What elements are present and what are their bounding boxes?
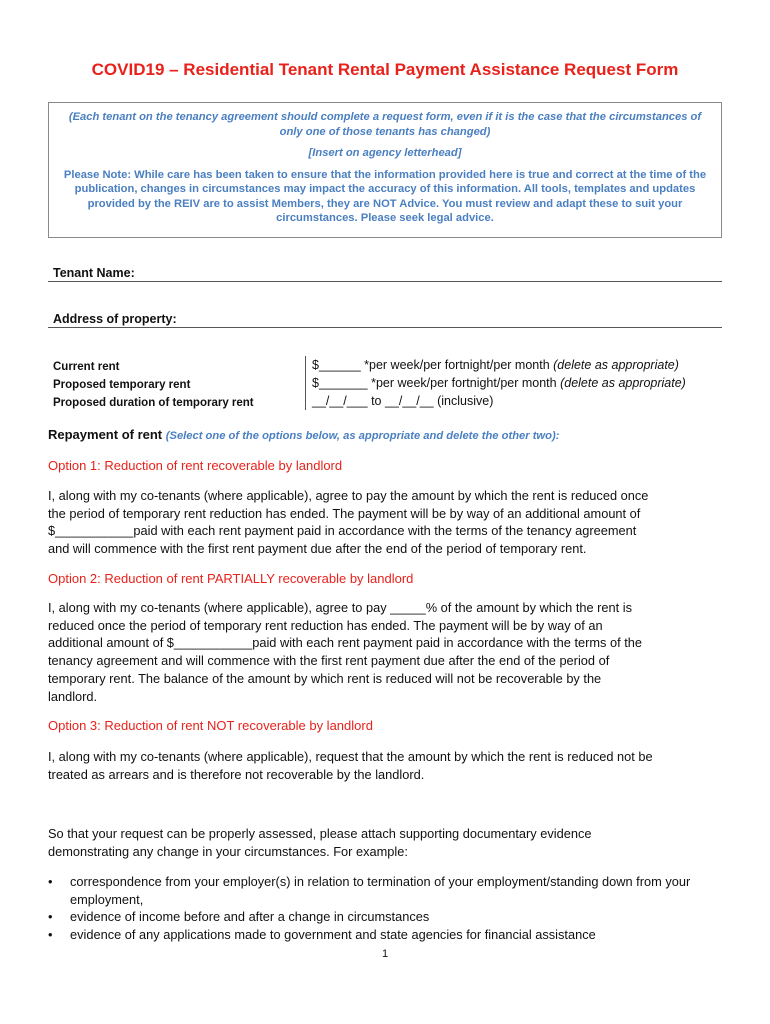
tenant-name-field[interactable] [48, 266, 722, 282]
list-item-text: correspondence from your employer(s) in relation to termination of your employment/standing down from your employment, [70, 874, 691, 907]
option-2-heading: Option 2: Reduction of rent PARTIALLY recoverable by landlord [48, 571, 414, 586]
current-rent-label: Current rent [53, 361, 120, 373]
option-1-text [48, 487, 728, 558]
option-1-line: the period of temporary rent reduction has ended. The payment will be by way of an additional amount of [48, 505, 641, 521]
option-1-heading: Option 1: Reduction of rent recoverable by landlord [48, 458, 343, 473]
rent-labels [53, 358, 303, 412]
duration-value[interactable]: __/__/___ to __/__/__ (inclusive) [312, 394, 494, 408]
option-2-line: I, along with my co-tenants (where applicable), agree to pay _____% of the amount by which the rent is [48, 600, 633, 615]
option-3-line: treated as arrears and is therefore not recoverable by the landlord. [48, 766, 425, 782]
page-number: 1 [381, 948, 389, 960]
proposed-rent-label: Proposed temporary rent [53, 379, 191, 391]
evidence-intro [48, 825, 728, 860]
address-field[interactable] [48, 312, 722, 328]
repayment-title: Repayment of rent [48, 427, 166, 442]
option-3-line: I, along with my co-tenants (where applicable), request that the amount by which the rent is reduced not be [48, 749, 653, 764]
disclaimer-text: Please Note: While care has been taken to ensure that the information provided here is true and correct at the time of the publication, changes in circumstances may impact the accuracy of this information. All tools, templates and updates provided by the REIV are to assist Members, they are NOT Advice. You must review and adapt these to suit your circumstances. Please seek legal advice. [63, 168, 707, 224]
bullet-icon: • [48, 909, 53, 925]
option-2-line: temporary rent. The balance of the amount by which rent is reduced will not be recoverable by the [48, 670, 602, 686]
option-3-text [48, 748, 728, 783]
table-divider [305, 356, 306, 410]
option-2-line: tenancy agreement and will commence with the first rent payment due after the end of the period of [48, 653, 610, 669]
evidence-line: So that your request can be properly assessed, please attach supporting documentary evidence [48, 826, 592, 841]
current-rent-note: (delete as appropriate) [553, 358, 679, 372]
list-item [48, 926, 728, 944]
list-item [48, 873, 728, 908]
proposed-rent-value[interactable] [312, 374, 752, 392]
option-2-line: landlord. [48, 688, 98, 704]
option-1-line: $___________paid with each rent payment paid in accordance with the terms of the tenancy agreement [48, 523, 637, 539]
list-item-text: evidence of any applications made to government and state agencies for financial assistance [70, 927, 596, 943]
option-1-line: and will commence with the first rent payment due after the end of the period of temporary rent. [48, 541, 587, 557]
evidence-line: demonstrating any change in your circumstances. For example: [48, 843, 408, 859]
option-1-line: I, along with my co-tenants (where applicable), agree to pay the amount by which the rent is reduced once [48, 488, 649, 503]
letterhead-placeholder: [Insert on agency letterhead] [308, 147, 462, 159]
rent-table [48, 356, 748, 412]
bullet-icon: • [48, 874, 53, 889]
list-item-text: evidence of income before and after a change in circumstances [70, 909, 430, 925]
duration-label: Proposed duration of temporary rent [53, 397, 254, 409]
tenant-name-label: Tenant Name: [53, 266, 135, 280]
tenant-instruction: (Each tenant on the tenancy agreement should complete a request form, even if it is the case that the circumstances of only one of those tenants has changed) [68, 111, 702, 138]
option-2-line: additional amount of $___________paid with each rent payment paid in accordance with the terms of the [48, 635, 643, 651]
option-2-text [48, 599, 728, 705]
rent-values [312, 356, 752, 410]
proposed-rent-note: (delete as appropriate) [560, 376, 686, 390]
option-2-line: reduced once the period of temporary rent reduction has ended. The payment will be by way of an [48, 617, 603, 633]
option-3-heading: Option 3: Reduction of rent NOT recoverable by landlord [48, 718, 373, 733]
notice-box [48, 102, 722, 238]
list-item [48, 908, 728, 926]
form-title: COVID19 – Residential Tenant Rental Payment Assistance Request Form [91, 60, 679, 79]
repayment-note: (Select one of the options below, as appropriate and delete the other two): [165, 430, 560, 442]
evidence-list [48, 873, 728, 944]
address-label: Address of property: [53, 312, 177, 326]
bullet-icon: • [48, 927, 53, 943]
repayment-heading [48, 427, 559, 442]
proposed-rent-amount: $_______ *per week/per fortnight/per month [312, 376, 561, 390]
current-rent-amount: $______ *per week/per fortnight/per month [312, 358, 554, 372]
current-rent-value[interactable] [312, 356, 752, 374]
